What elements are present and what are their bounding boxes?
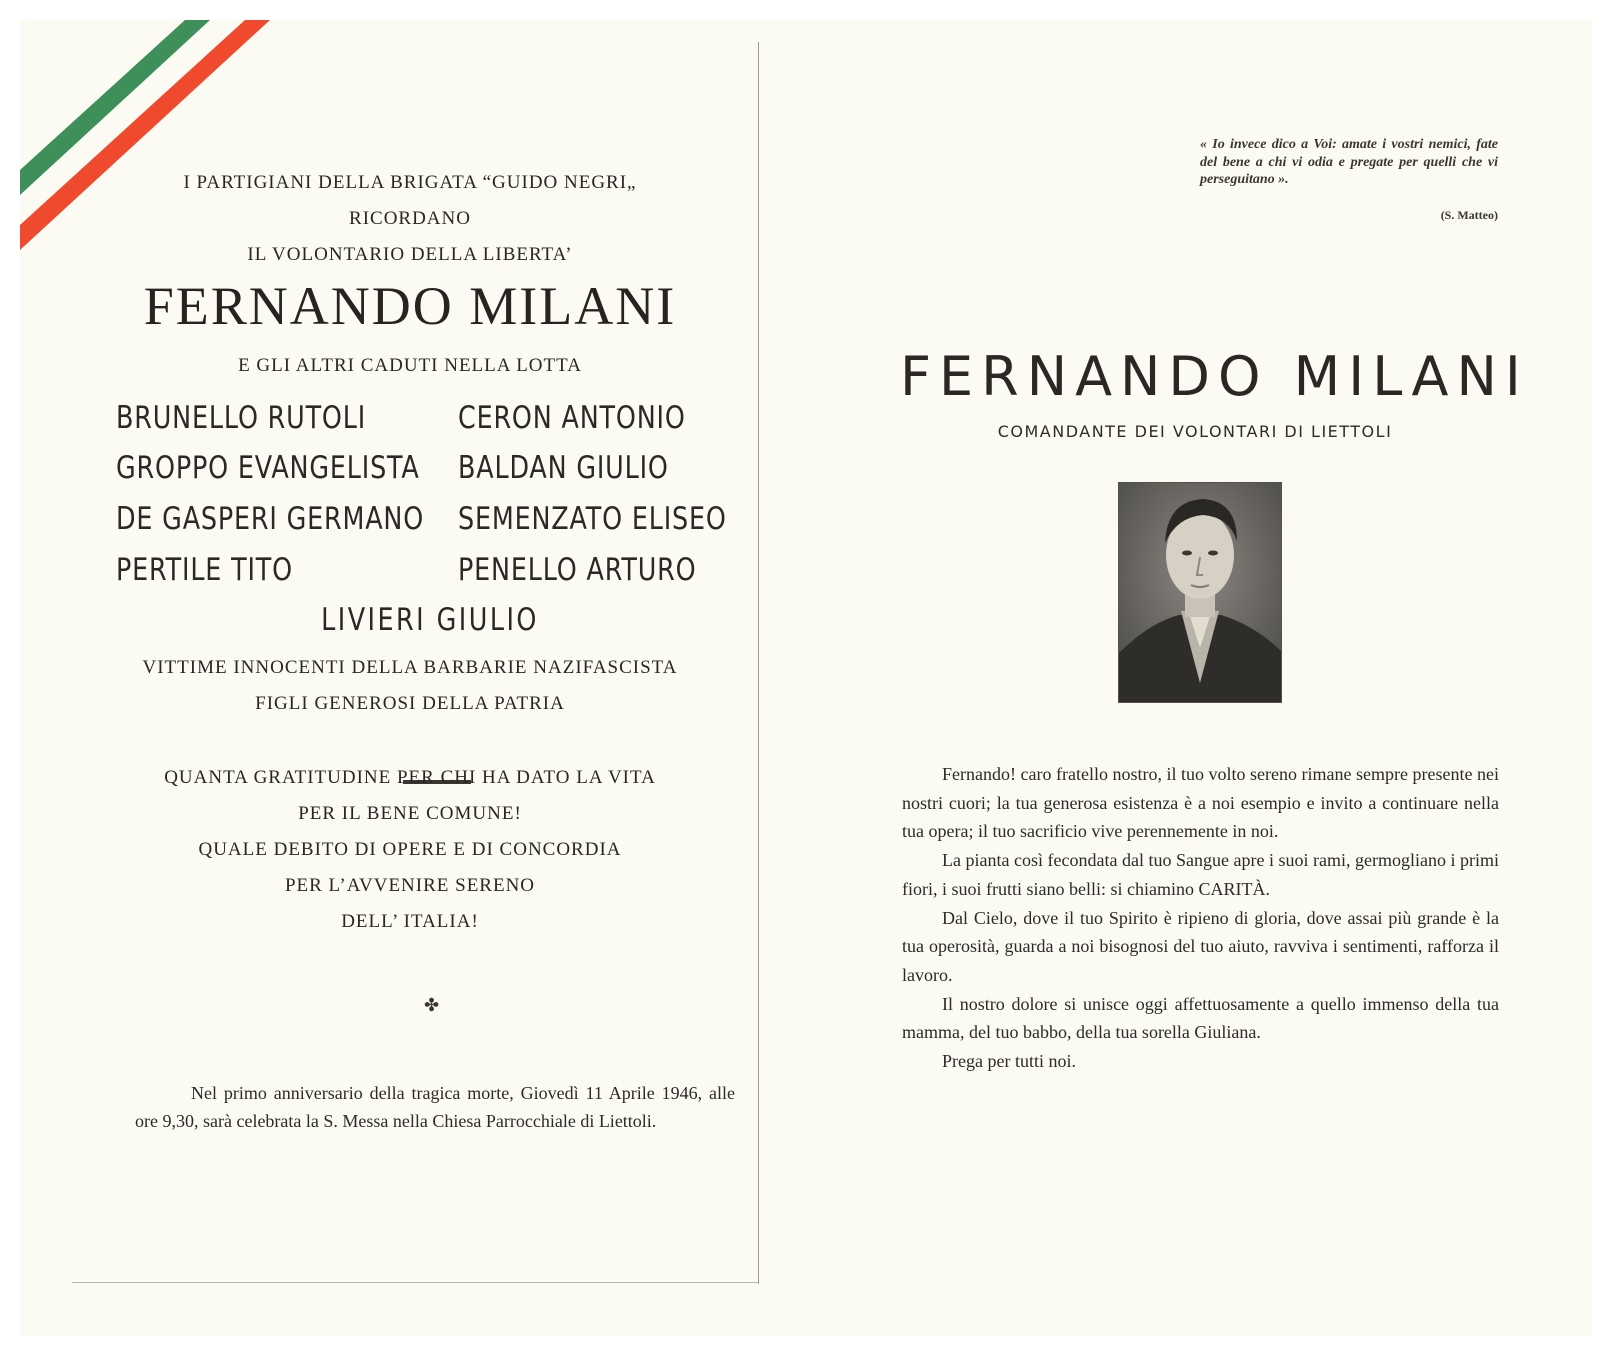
portrait-illustration [1119, 483, 1281, 702]
right-honoree-name: FERNANDO MILANI [900, 345, 1529, 408]
gratitude-line-3: QUALE DEBITO DI OPERE E DI CONCORDIA [198, 839, 622, 860]
header-line-3: IL VOLONTARIO DELLA LIBERTA’ [247, 244, 573, 265]
eulogy-text [902, 760, 1499, 1076]
gratitude-line-1: QUANTA GRATITUDINE PER CHI HA DATO LA VITA [164, 767, 656, 788]
flag-green-stripe [20, 20, 210, 195]
memorial-card [20, 20, 1592, 1336]
honoree-title: COMANDANTE DEI VOLONTARI DI LIETTOLI [997, 422, 1393, 441]
fallen-name: GROPPO EVANGELISTA [116, 450, 420, 486]
inner-sheet-edge [72, 1282, 758, 1283]
honoree-name: FERNANDO MILANI [143, 276, 677, 336]
fallen-name: DE GASPERI GERMANO [116, 501, 425, 537]
header-line-2: RICORDANO [349, 208, 471, 229]
fallen-name: SEMENZATO ELISEO [458, 501, 727, 537]
quote-source: (S. Matteo) [1440, 208, 1498, 222]
fallen-intro: E GLI ALTRI CADUTI NELLA LOTTA [238, 355, 582, 376]
fallen-name: BRUNELLO RUTOLI [116, 400, 367, 436]
victims-line-2: FIGLI GENEROSI DELLA PATRIA [255, 693, 565, 714]
fleuron-ornament-icon: ✤ [424, 995, 440, 1015]
eulogy-paragraph: Prega per tutti noi. [942, 1051, 1076, 1072]
gratitude-line-2: PER IL BENE COMUNE! [298, 803, 522, 824]
fallen-name: CERON ANTONIO [458, 400, 686, 436]
portrait-photo [1118, 482, 1282, 703]
gratitude-line-4: PER L’AVVENIRE SERENO [284, 875, 536, 896]
eulogy-paragraph: La pianta così fecondata dal tuo Sangue apre i suoi rami, germogliano i primi fiori, i suoi frutti siano belli: si chiamino CARITÀ. [902, 850, 1499, 899]
eulogy-paragraph: Dal Cielo, dove il tuo Spirito è ripieno di gloria, dove assai più grande è la tua operosità, guarda a noi bisognosi del tuo aiuto, ravviva i sentimenti, rafforza il lavoro. [902, 907, 1499, 985]
fallen-name: PERTILE TITO [116, 552, 293, 588]
fallen-name-last: LIVIERI GIULIO [321, 602, 539, 638]
mass-announcement: Nel primo anniversario della tragica morte, Giovedì 11 Aprile 1946, alle ore 9,30, sarà celebrata la S. Messa nella Chiesa Parrocchiale di Liettoli. [135, 1083, 735, 1131]
fallen-name: BALDAN GIULIO [458, 450, 669, 486]
eulogy-paragraph: Fernando! caro fratello nostro, il tuo volto sereno rimane sempre presente nei nostri cuori; la tua generosa esistenza è a noi esempio e invito a continuare nella tua opera; il tuo sacrificio vive perennemente in noi. [902, 764, 1499, 842]
fallen-name: PENELLO ARTURO [458, 552, 697, 588]
victims-line-1: VITTIME INNOCENTI DELLA BARBARIE NAZIFASCISTA [142, 657, 678, 678]
page-fold-line [758, 42, 759, 1284]
eulogy-paragraph: Il nostro dolore si unisce oggi affettuosamente a quello immenso della tua mamma, del tuo babbo, della tua sorella Giuliana. [902, 993, 1499, 1043]
header-line-1: I PARTIGIANI DELLA BRIGATA “GUIDO NEGRI„ [183, 172, 637, 193]
gratitude-line-5: DELL’ ITALIA! [341, 911, 479, 932]
gospel-quote: « Io invece dico a Voi: amate i vostri nemici, fate del bene a chi vi odia e pregate per quelli che vi perseguitano ». [1200, 137, 1498, 187]
